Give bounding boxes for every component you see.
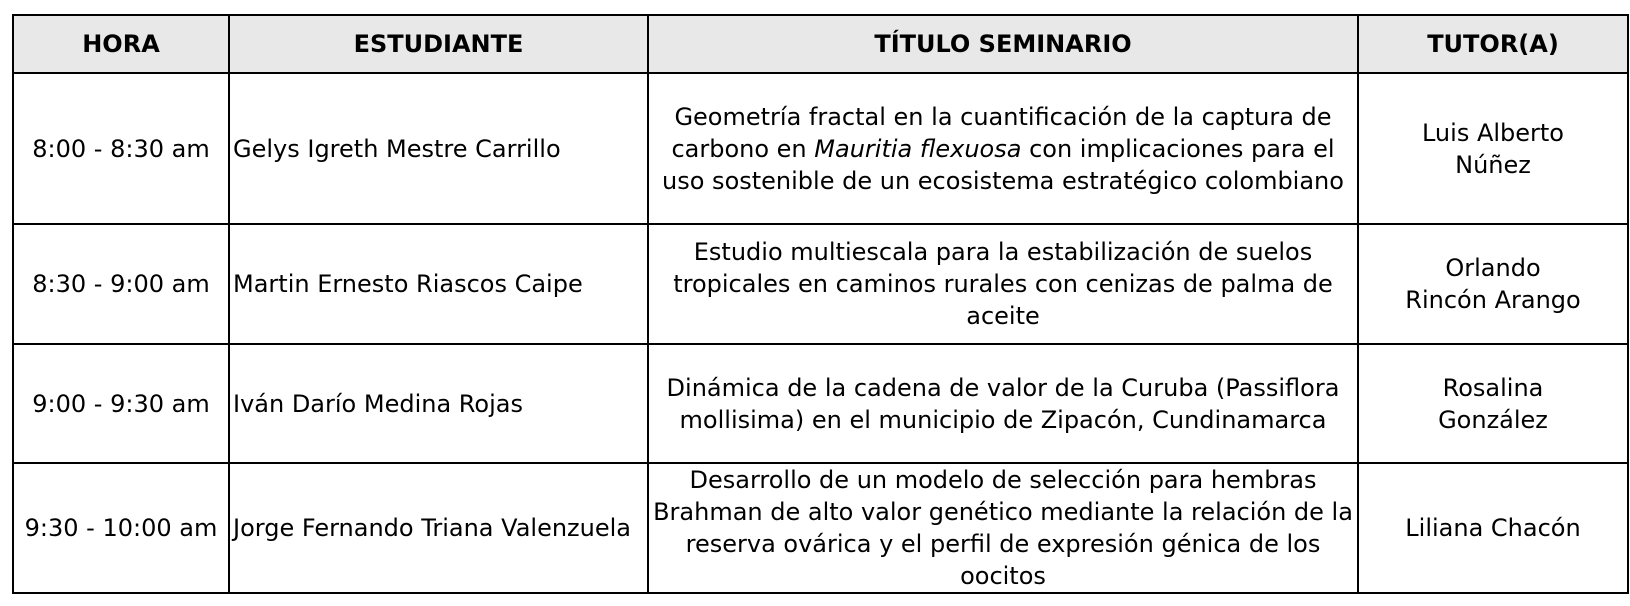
tutor-name-line: Núñez (1455, 150, 1531, 179)
table-row (13, 224, 1628, 344)
cell-tutor: Liliana Chacón (1358, 463, 1628, 593)
table-row (13, 344, 1628, 463)
table-row (13, 73, 1628, 224)
cell-hora: 9:00 - 9:30 am (13, 344, 229, 463)
cell-titulo: Dinámica de la cadena de valor de la Curuba (Passiflora mollisima) en el municipio de Zipacón, Cundinamarca (648, 344, 1358, 463)
header-hora: HORA (13, 15, 229, 73)
seminar-schedule-table (12, 14, 1629, 594)
cell-estudiante: Iván Darío Medina Rojas (229, 344, 648, 463)
tutor-name-line: Luis Alberto (1421, 118, 1564, 147)
header-tutor: TUTOR(A) (1358, 15, 1628, 73)
cell-hora: 8:30 - 9:00 am (13, 224, 229, 344)
tutor-name-line: Orlando (1445, 254, 1541, 282)
cell-estudiante: Jorge Fernando Triana Valenzuela (229, 463, 648, 593)
tutor-name-line: Rincón Arango (1405, 286, 1581, 314)
cell-titulo (648, 73, 1358, 224)
titulo-text: con implicaciones para el uso sostenible de un ecosistema estratégico colombiano (662, 134, 1344, 195)
table-header-row (13, 15, 1628, 73)
cell-hora: 9:30 - 10:00 am (13, 463, 229, 593)
cell-tutor (1358, 73, 1628, 224)
cell-estudiante: Martin Ernesto Riascos Caipe (229, 224, 648, 344)
tutor-name-line: Rosalina (1442, 373, 1544, 402)
tutor-name-line: González (1438, 405, 1548, 434)
titulo-species-italic: Mauritia flexuosa (814, 134, 1022, 163)
table-row (13, 463, 1628, 593)
header-titulo-seminario: TÍTULO SEMINARIO (648, 15, 1358, 73)
cell-tutor (1358, 224, 1628, 344)
cell-hora: 8:00 - 8:30 am (13, 73, 229, 224)
header-estudiante: ESTUDIANTE (229, 15, 648, 73)
cell-titulo: Desarrollo de un modelo de selección para hembras Brahman de alto valor genético mediante la relación de la reserva ovárica y el perfil de expresión génica de los oocitos (648, 463, 1358, 593)
cell-estudiante: Gelys Igreth Mestre Carrillo (229, 73, 648, 224)
cell-tutor (1358, 344, 1628, 463)
titulo-text: Geometría fractal en la cuantificación de la captura de carbono en (671, 102, 1332, 163)
cell-titulo: Estudio multiescala para la estabilización de suelos tropicales en caminos rurales con cenizas de palma de aceite (648, 224, 1358, 344)
